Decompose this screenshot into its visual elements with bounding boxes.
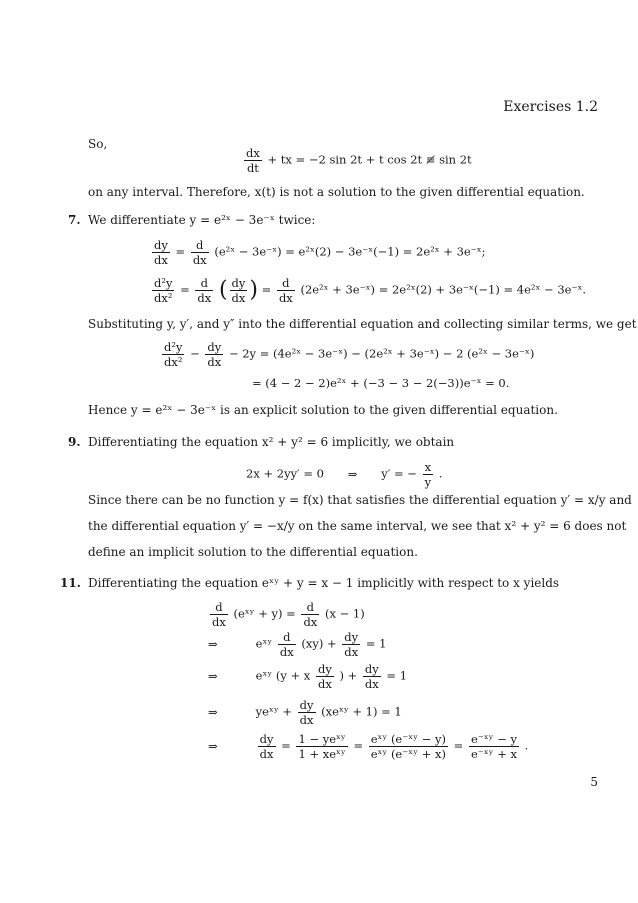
so-text: So, (88, 137, 108, 151)
ex7-substitution-line-2: = (4 − 2 − 2)e²ˣ + (−3 − 3 − 2(−3))e⁻ˣ = 0. (252, 376, 510, 390)
ex11-line-4: ⇒ yeˣʸ + $\frac{dy}{dx}$ (xeˣʸ + 1) = 1 (208, 698, 402, 727)
dxdt-fraction: $\frac{dx}{dt}$ (246, 146, 260, 175)
ex11-line-3: ⇒ eˣʸ (y + x $\frac{dy}{dx}$ ) + $\frac{dy}{dx}$ = 1 (208, 662, 408, 691)
ex7-hence-text: Hence y = e²ˣ − 3e⁻ˣ is an explicit solution to the given differential equation. (88, 403, 558, 417)
ex7-substitution-line-1: $\frac{\text{d²y}}{\text{dx²}}$ − $\frac{dy}{dx}$ − 2y = (4e²ˣ − 3e⁻ˣ) − (2e²ˣ + 3e⁻ˣ) − 2 (e²ˣ − 3e⁻ˣ) (164, 340, 535, 369)
ex11-line-2: ⇒ eˣʸ $\frac{d}{dx}$ (xy) + $\frac{dy}{dx}$ = 1 (208, 630, 387, 659)
intro-conclusion: on any interval. Therefore, x(t) is not a solution to the given differential equation. (88, 185, 585, 199)
ex11-line-1: $\frac{d}{dx}$ (eˣʸ + y) = $\frac{d}{dx}$ (x − 1) (212, 600, 365, 629)
ex7-substitution-text: Substituting y, y′, and y″ into the differential equation and collecting similar terms, we get (88, 317, 637, 331)
exercise-11-number: 11. (60, 576, 81, 590)
exercise-7-number: 7. (68, 213, 81, 227)
ex9-paragraph-line-1: Since there can be no function y = f(x) that satisfies the differential equation y′ = x/y and (88, 493, 632, 507)
exercise-11-lead: Differentiating the equation eˣʸ + y = x − 1 implicitly with respect to x yields (88, 576, 560, 590)
intro-equation: $\frac{dx}{dt}$ + tx = −2 sin 2t + t cos 2t ≢ sin 2t (246, 146, 472, 175)
exercise-9-number: 9. (68, 435, 81, 449)
ex9-implicit-equation: 2x + 2yy′ = 0 ⇒ y′ = − $\frac{x}{y}$ . (246, 460, 443, 489)
section-header: Exercises 1.2 (503, 99, 598, 115)
page-number: 5 (590, 775, 598, 789)
ex9-paragraph-line-2: the differential equation y′ = −x/y on the same interval, we see that x² + y² = 6 does not (88, 519, 627, 533)
ex7-derivative-line-2: $\frac{\text{d²y}}{\text{dx²}}$ = $\frac{d}{dx}$ ( $\frac{dy}{dx}$ ) = $\frac{d}{dx}$ (2e²ˣ + 3e⁻ˣ) = 2e²ˣ(2) + 3e⁻ˣ(−1) = 4e²ˣ − 3e⁻ˣ. (154, 276, 587, 305)
exercise-9-lead: Differentiating the equation x² + y² = 6 implicitly, we obtain (88, 435, 455, 449)
ex9-paragraph-line-3: define an implicit solution to the differential equation. (88, 545, 418, 559)
ex11-line-5: ⇒ $\frac{dy}{dx}$ = $\frac{\text{1 − yeˣʸ}}{\text{1 + xeˣʸ}}$ = $\frac{\text{eˣʸ (e⁻ˣʸ − y)}}{\text{eˣʸ (e⁻ˣʸ + x)}}$ = $\frac{\text{e⁻ˣʸ − y}}{\text{e⁻ˣʸ + x}}$ . (208, 732, 529, 761)
ex7-derivative-line-1: $\frac{dy}{dx}$ = $\frac{d}{dx}$ (e²ˣ − 3e⁻ˣ) = e²ˣ(2) − 3e⁻ˣ(−1) = 2e²ˣ + 3e⁻ˣ; (154, 238, 486, 267)
exercise-7-lead: We differentiate y = e²ˣ − 3e⁻ˣ twice: (88, 213, 316, 227)
